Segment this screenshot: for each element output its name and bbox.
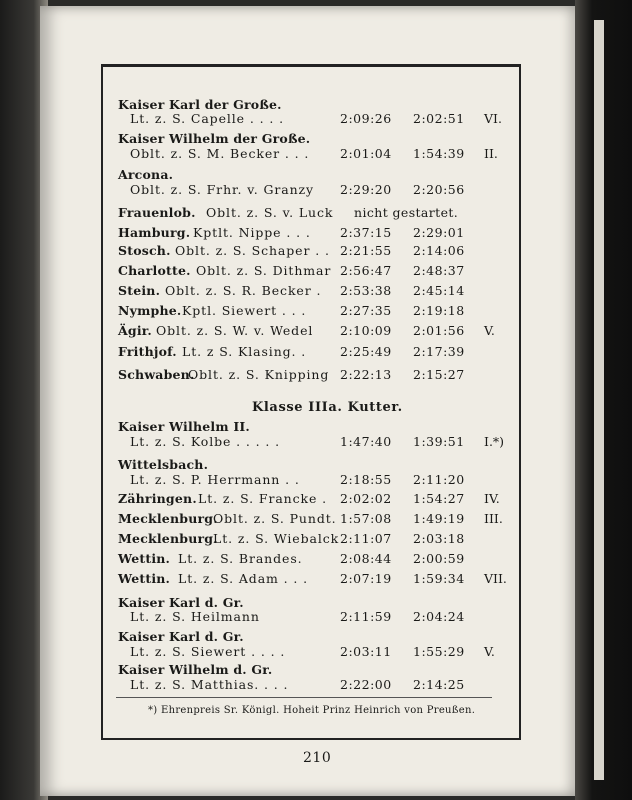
time-1: 2:29:20 <box>340 182 392 197</box>
ship-name: Kaiser Wilhelm d. Gr. <box>118 662 273 677</box>
time-1: 2:21:55 <box>340 243 392 258</box>
ship-name: Ägir. <box>118 323 152 338</box>
entry-row <box>118 110 528 128</box>
commander: Lt. z. S. Francke . <box>198 491 328 506</box>
time-1: 2:08:44 <box>340 551 392 566</box>
time-1: 2:22:13 <box>340 367 392 382</box>
commander: Kptlt. Nippe . . . <box>193 225 311 240</box>
status: nicht gestartet. <box>354 205 459 220</box>
place: IV. <box>484 491 500 506</box>
ship-name: Kaiser Karl d. Gr. <box>118 595 244 610</box>
entry-row <box>118 366 528 384</box>
time-2: 1:59:34 <box>413 571 465 586</box>
entry-row <box>118 145 528 163</box>
place: V. <box>484 644 495 659</box>
next-page-sliver <box>594 20 604 780</box>
ship-name: Kaiser Karl der Große. <box>118 97 282 112</box>
commander: Lt. z. S. P. Herrmann . . <box>130 472 300 487</box>
time-1: 2:18:55 <box>340 472 392 487</box>
entry-row <box>118 608 528 626</box>
entry-row <box>118 204 528 222</box>
ship-name: Charlotte. <box>118 263 191 278</box>
ship-name: Schwaben. <box>118 367 195 382</box>
commander: Lt. z. S. Siewert . . . . <box>130 644 286 659</box>
entry-row <box>118 224 528 242</box>
time-2: 2:48:37 <box>413 263 465 278</box>
section-heading: Klasse IIIa. Kutter. <box>252 400 403 415</box>
ship-name: Kaiser Karl d. Gr. <box>118 629 244 644</box>
footnote-rule <box>116 697 492 698</box>
place: VII. <box>484 571 507 586</box>
time-1: 2:10:09 <box>340 323 392 338</box>
ship-name: Hamburg. <box>118 225 191 240</box>
ship-name: Frauenlob. <box>118 205 196 220</box>
entry-row <box>118 676 528 694</box>
commander: Lt. z. S. Wiebalck <box>213 531 340 546</box>
time-1: 2:22:00 <box>340 677 392 692</box>
commander: Lt. z. S. Adam . . . <box>178 571 309 586</box>
time-2: 2:45:14 <box>413 283 465 298</box>
commander: Oblt. z. S. Pundt. <box>213 511 337 526</box>
entry-row <box>118 550 528 568</box>
time-2: 1:49:19 <box>413 511 465 526</box>
time-2: 2:01:56 <box>413 323 465 338</box>
time-2: 2:17:39 <box>413 344 465 359</box>
commander: Lt. z. S. Brandes. <box>178 551 303 566</box>
entry-row <box>118 570 528 588</box>
commander: Lt. z. S. Kolbe . . . . . <box>130 434 281 449</box>
ship-name: Kaiser Wilhelm II. <box>118 419 250 434</box>
time-2: 1:39:51 <box>413 434 465 449</box>
ship-name: Mecklenburg. <box>118 511 218 526</box>
time-1: 2:53:38 <box>340 283 392 298</box>
time-2: 2:14:25 <box>413 677 465 692</box>
commander: Lt. z. S. Matthias. . . . <box>130 677 289 692</box>
ship-name: Wittelsbach. <box>118 457 209 472</box>
commander: Lt. z. S. Capelle . . . . <box>130 111 284 126</box>
entry-row <box>118 471 528 489</box>
entry-row <box>118 510 528 528</box>
ship-name: Nymphe. <box>118 303 182 318</box>
commander: Oblt. z. S. Knipping <box>188 367 330 382</box>
time-1: 2:03:11 <box>340 644 392 659</box>
ship-name: Wettin. <box>118 551 171 566</box>
time-2: 2:04:24 <box>413 609 465 624</box>
ship-name: Stein. <box>118 283 161 298</box>
ship-name: Arcona. <box>118 167 174 182</box>
time-1: 2:11:07 <box>340 531 392 546</box>
commander: Oblt. z. S. R. Becker . <box>165 283 322 298</box>
entry-row <box>118 343 528 361</box>
time-1: 2:01:04 <box>340 146 392 161</box>
entry-row <box>118 322 528 340</box>
time-1: 2:09:26 <box>340 111 392 126</box>
place: III. <box>484 511 503 526</box>
time-1: 2:11:59 <box>340 609 392 624</box>
entry-row <box>118 302 528 320</box>
time-2: 1:54:27 <box>413 491 465 506</box>
time-2: 2:20:56 <box>413 182 465 197</box>
entry-row <box>118 262 528 280</box>
time-2: 2:02:51 <box>413 111 465 126</box>
ship-name: Zähringen. <box>118 491 197 506</box>
place: I.*) <box>484 434 505 449</box>
entry-row <box>118 490 528 508</box>
place: V. <box>484 323 495 338</box>
time-1: 1:57:08 <box>340 511 392 526</box>
commander: Oblt. z. S. Dithmar <box>196 263 332 278</box>
commander: Oblt. z. S. Schaper . . <box>175 243 330 258</box>
entry-row <box>118 643 528 661</box>
time-2: 2:11:20 <box>413 472 465 487</box>
entry-row <box>118 530 528 548</box>
time-2: 2:14:06 <box>413 243 465 258</box>
ship-name: Stosch. <box>118 243 171 258</box>
time-2: 1:55:29 <box>413 644 465 659</box>
commander: Oblt. z. S. Frhr. v. Granzy <box>130 182 314 197</box>
entry-row <box>118 282 528 300</box>
time-1: 2:07:19 <box>340 571 392 586</box>
time-2: 2:19:18 <box>413 303 465 318</box>
commander: Lt. z. S. Heilmann <box>130 609 260 624</box>
time-1: 2:56:47 <box>340 263 392 278</box>
time-2: 1:54:39 <box>413 146 465 161</box>
time-2: 2:00:59 <box>413 551 465 566</box>
ship-name: Frithjof. <box>118 344 177 359</box>
ship-name: Kaiser Wilhelm der Große. <box>118 131 311 146</box>
time-1: 2:25:49 <box>340 344 392 359</box>
time-2: 2:03:18 <box>413 531 465 546</box>
page-number: 210 <box>303 750 332 766</box>
entry-row <box>118 433 528 451</box>
time-1: 2:37:15 <box>340 225 392 240</box>
footnote: *) Ehrenpreis Sr. Königl. Hoheit Prinz Heinrich von Preußen. <box>148 705 476 716</box>
place: VI. <box>484 111 502 126</box>
commander: Oblt. z. S. M. Becker . . . <box>130 146 310 161</box>
time-1: 2:27:35 <box>340 303 392 318</box>
time-2: 2:15:27 <box>413 367 465 382</box>
ship-name: Mecklenburg. <box>118 531 218 546</box>
entry-row <box>118 181 528 199</box>
place: II. <box>484 146 498 161</box>
ship-name: Wettin. <box>118 571 171 586</box>
time-2: 2:29:01 <box>413 225 465 240</box>
commander: Kptl. Siewert . . . <box>182 303 307 318</box>
commander: Oblt. z. S. W. v. Wedel <box>156 323 314 338</box>
commander: Oblt. z. S. v. Luck <box>206 205 334 220</box>
commander: Lt. z S. Klasing. . <box>182 344 307 359</box>
time-1: 2:02:02 <box>340 491 392 506</box>
entry-row <box>118 242 528 260</box>
time-1: 1:47:40 <box>340 434 392 449</box>
